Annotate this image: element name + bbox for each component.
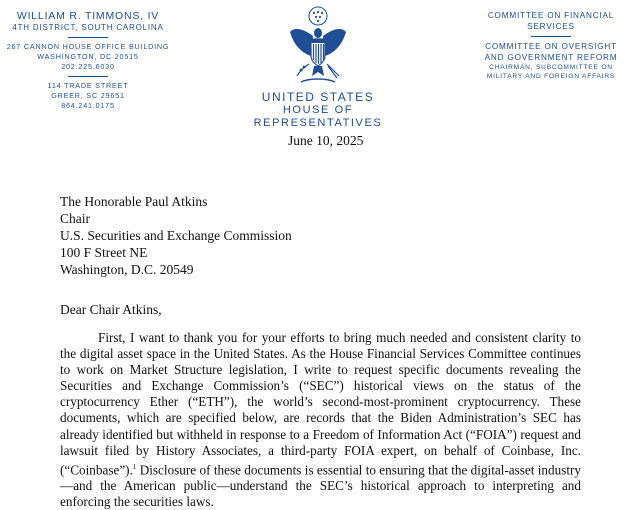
member-name: WILLIAM R. TIMMONS, IV [16,10,160,22]
role-line1: CHAIRMAN, SUBCOMMITTEE ON [489,64,613,71]
body-paragraph [60,330,581,510]
divider [68,37,108,38]
recipient-title: Chair [60,211,90,226]
committee2-line1: COMMITTEE ON OVERSIGHT [485,42,617,51]
divider [531,36,571,37]
dc-office-line1: 267 CANNON HOUSE OFFICE BUILDING [6,42,170,51]
footnote-ref: 1 [132,462,137,471]
house-title-line2: HOUSE OF REPRESENTATIVES [253,104,383,129]
house-title-line1: UNITED STATES [261,90,375,104]
paragraph-tail: Disclosure of these documents is essential to ensuring that the digital-asset industry—and the American public—understand the SEC’s historical approach to interpreting and enforcing the securities laws. [60,462,581,510]
divider [68,76,108,77]
recipient-street: 100 F Street NE [60,245,148,260]
committee1-line1: COMMITTEE ON FINANCIAL [487,11,615,20]
committee1-line2: SERVICES [527,22,575,31]
dc-office-line2: WASHINGTON, DC 20515 [37,52,139,61]
committee-block [468,10,634,81]
paragraph-text: First, I want to thank you for your efforts to bring much needed and consistent clarity to the digital asset space in the United States. As the House Financial Services Committee continues to work on Market Structure legislation, I write to request specific documents revealing the Securities and Exchange Commission’s (“SEC”) historical views on the status of the cryptocurrency Ether (“ETH”), the world’s second-most-prominent cryptocurrency. These documents, which are specified below, are records that the Biden Administration’s SEC has already identified but withheld in response to a Freedom of Information Act (“FOIA”) request and lawsuit filed by History Associates, a third-party FOIA expert, on behalf of Coinbase, Inc. (“Coinbase”). [60,330,581,478]
recipient-city: Washington, D.C. 20549 [60,262,194,277]
district-office-line1: 114 TRADE STREET [47,81,129,90]
role-line2: MILITARY AND FOREIGN AFFAIRS [486,73,616,80]
house-title [240,90,396,130]
salutation: Dear Chair Atkins, [60,302,162,317]
recipient-address [60,193,292,278]
recipient-name: The Honorable Paul Atkins [60,194,208,209]
recipient-agency: U.S. Securities and Exchange Commission [60,228,292,243]
letter-date: June 10, 2025 [288,133,364,148]
member-district: 4TH DISTRICT, SOUTH CAROLINA [12,23,164,32]
committee2-line2: AND GOVERNMENT REFORM [484,53,618,62]
dc-phone: 202.225.6030 [61,62,115,71]
district-office-line2: GREER, SC 29651 [51,91,125,100]
great-seal-eagle-icon [287,6,349,92]
member-contact-block [0,10,176,111]
district-phone: 864.241.0175 [61,101,115,110]
